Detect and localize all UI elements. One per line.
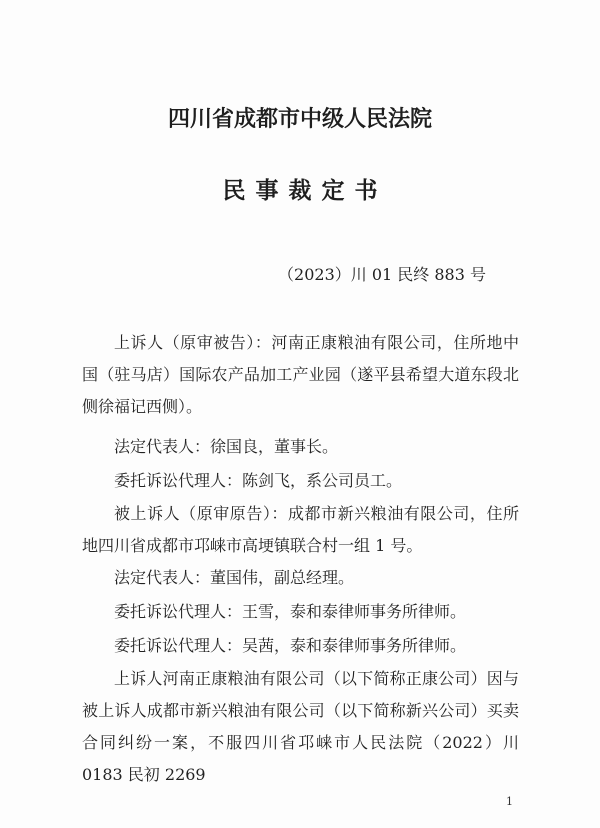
paragraph-appellee-agent-1: 委托诉讼代理人：王雪，泰和泰律师事务所律师。 [114,602,467,621]
document-title: 民事裁定书 [222,178,388,204]
page-number: 1 [506,795,513,808]
paragraph-appellee: 被上诉人（原审原告）：成都市新兴粮油有限公司，住所地四川省成都市邛崃市高埂镇联合村一组 1 号。 [82,504,519,555]
paragraph-appellee-agent-2: 委托诉讼代理人：吴茜，泰和泰律师事务所律师。 [114,636,467,655]
paragraph-case-summary: 上诉人河南正康粮油有限公司（以下简称正康公司）因与被上诉人成都市新兴粮油有限公司（以下简称新兴公司）买卖合同纠纷一案，不服四川省邛崃市人民法院（2022）川 0183 民初 2269 [82,669,519,784]
paragraph-appellant-agent: 委托诉讼代理人：陈剑飞，系公司员工。 [114,471,403,490]
paragraph-appellant-legal-rep: 法定代表人：徐国良，董事长。 [114,437,339,456]
case-number: （2023）川 01 民终 883 号 [278,265,486,284]
court-name: 四川省成都市中级人民法院 [167,107,432,132]
paragraph-appellant: 上诉人（原审被告）：河南正康粮油有限公司，住所地中国（驻马店）国际农产品加工产业园（遂平县希望大道东段北侧徐福记西侧）。 [82,333,519,416]
paragraph-appellee-legal-rep: 法定代表人：董国伟，副总经理。 [114,568,355,587]
